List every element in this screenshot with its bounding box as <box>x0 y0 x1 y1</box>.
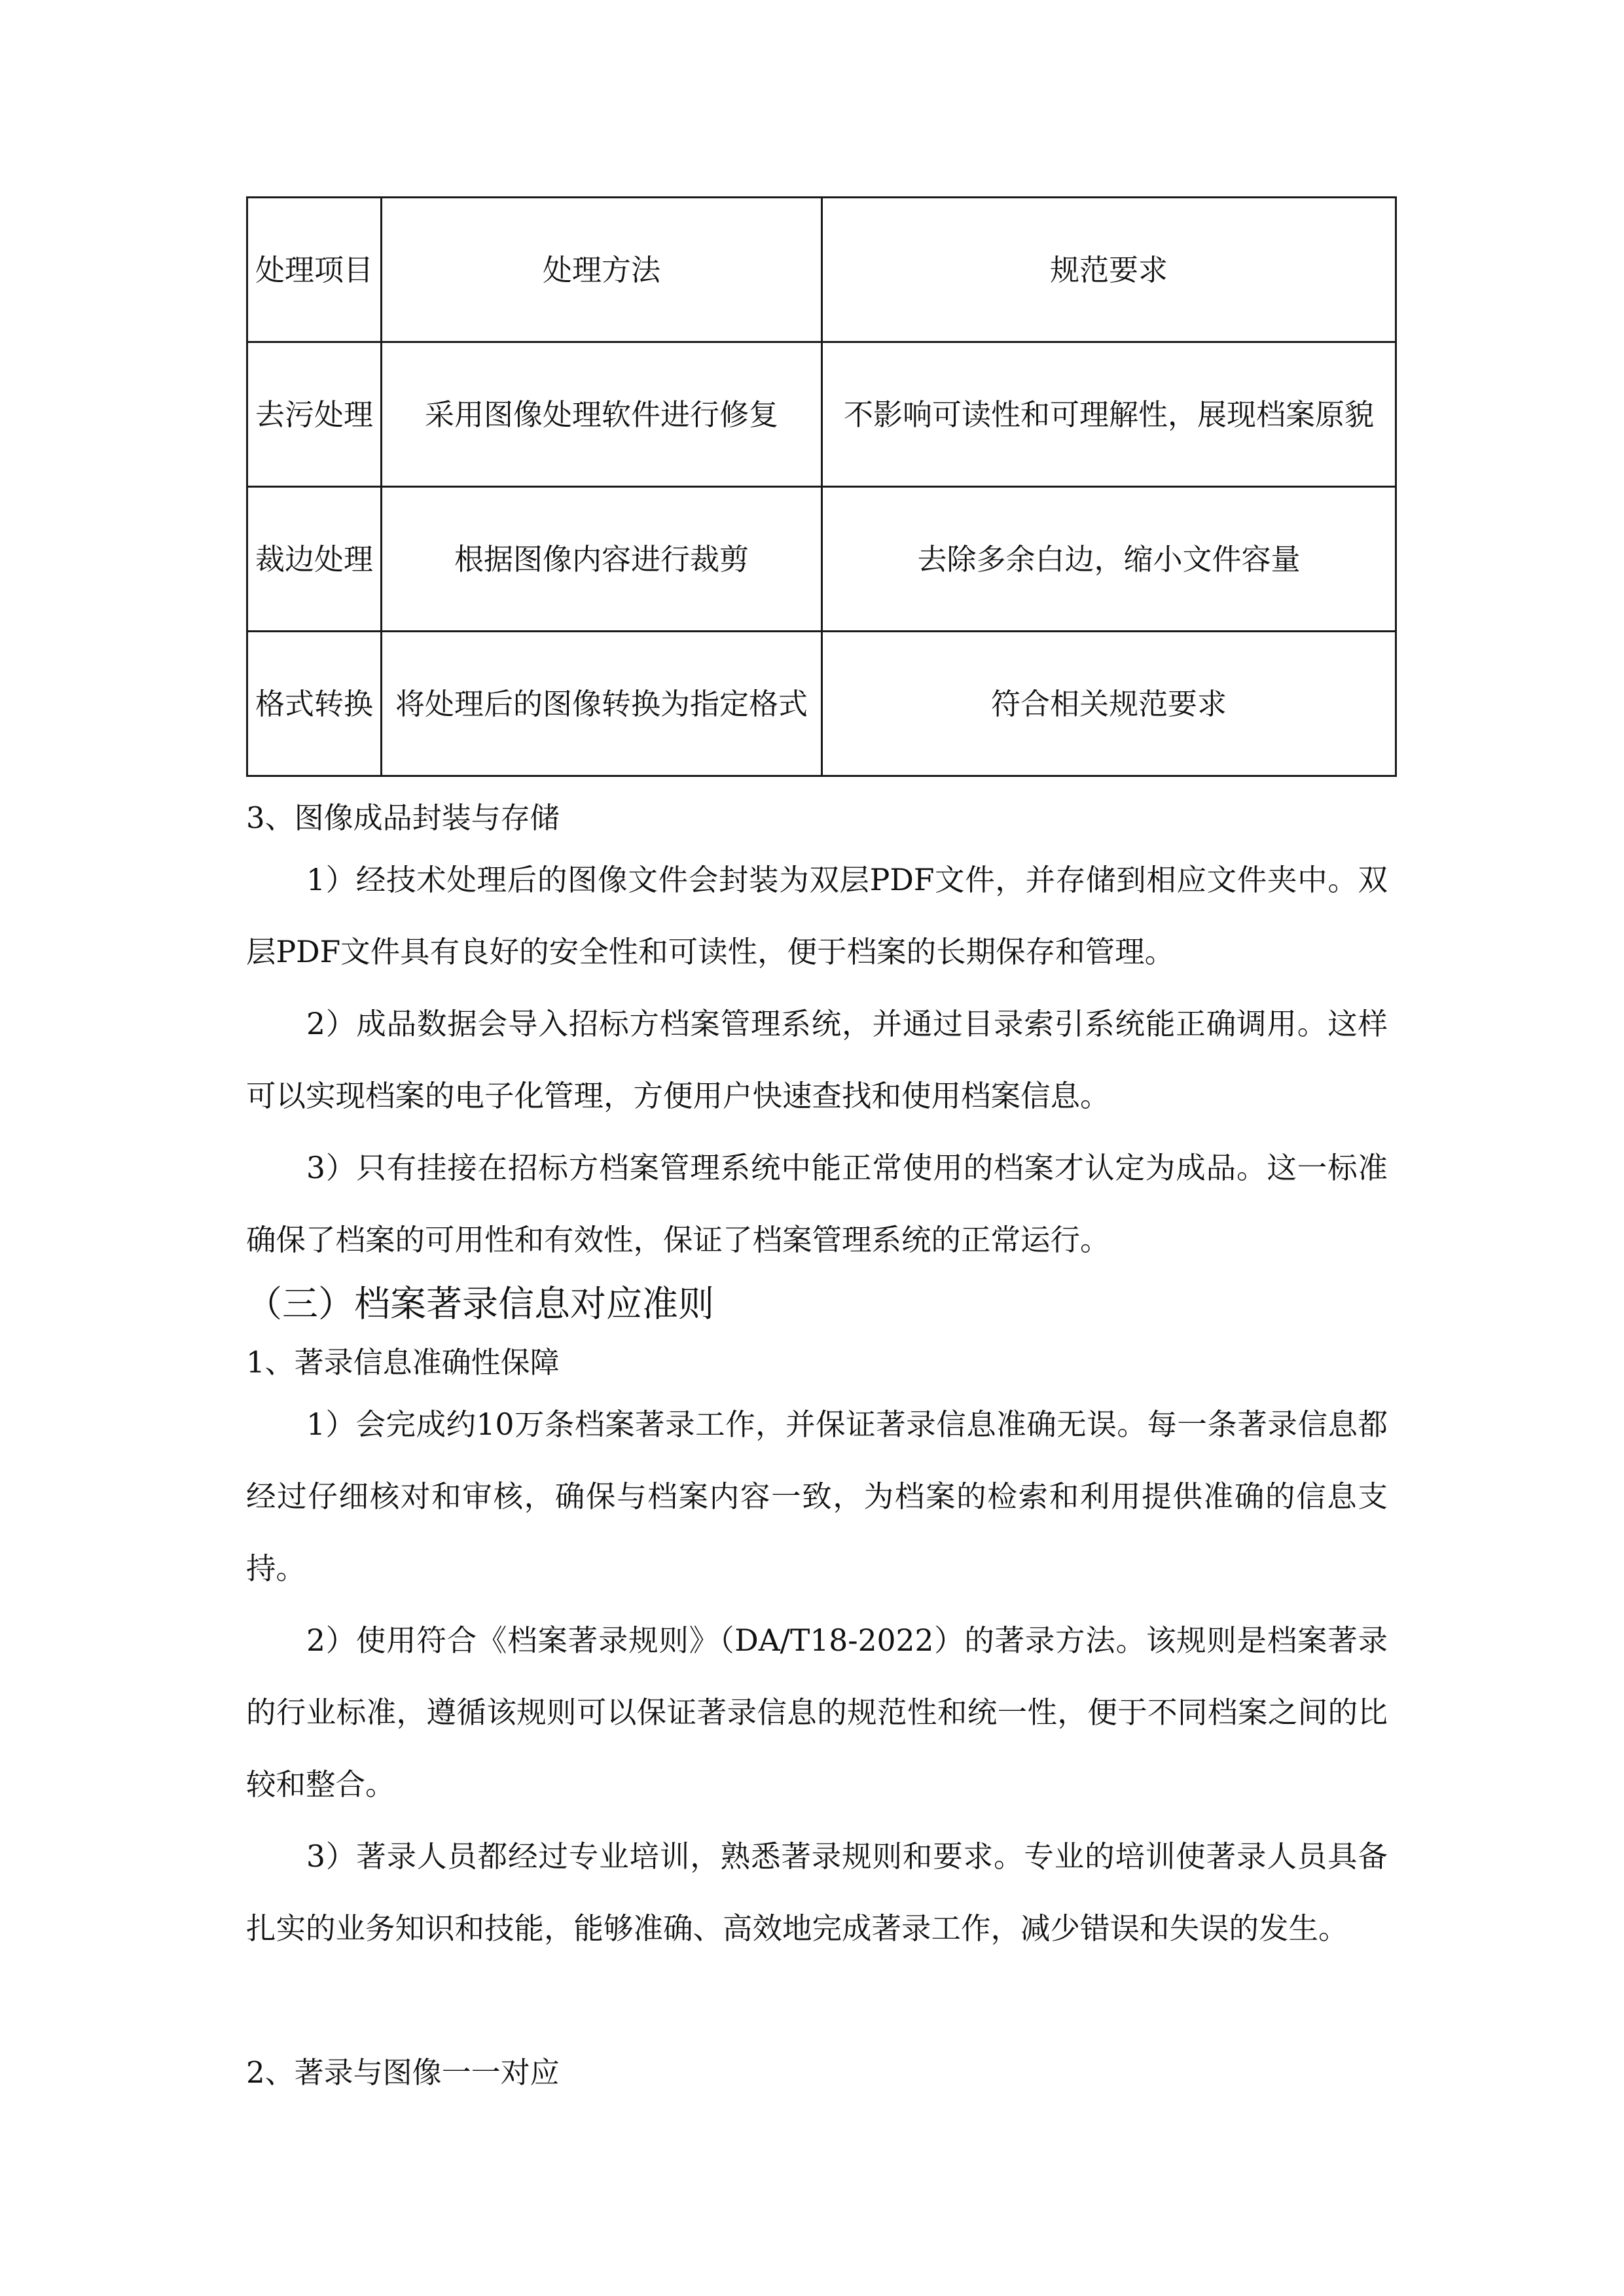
cell-item: 去污处理 <box>247 342 382 487</box>
header-cell-requirement: 规范要求 <box>822 198 1396 342</box>
cell-requirement: 去除多余白边，缩小文件容量 <box>822 487 1396 632</box>
cell-requirement: 不影响可读性和可理解性，展现档案原貌 <box>822 342 1396 487</box>
table-header-row <box>247 198 1396 342</box>
table-row <box>247 487 1396 632</box>
header-cell-method: 处理方法 <box>382 198 822 342</box>
paragraph: 2）使用符合《档案著录规则》（DA/T18-2022）的著录方法。该规则是档案著录的行业标准，遵循该规则可以保证著录信息的规范性和统一性，便于不同档案之间的比较和整合。 <box>246 1623 1388 1802</box>
cell-item: 裁边处理 <box>247 487 382 632</box>
cell-method: 将处理后的图像转换为指定格式 <box>382 632 822 776</box>
paragraph: 1）经技术处理后的图像文件会封装为双层PDF文件，并存储到相应文件夹中。双层PDF文件具有良好的安全性和可读性，便于档案的长期保存和管理。 <box>246 863 1388 969</box>
cell-requirement: 符合相关规范要求 <box>822 632 1396 776</box>
subsection-heading-correspondence: 2、著录与图像一一对应 <box>246 2055 560 2090</box>
processing-table <box>246 196 1397 777</box>
paragraph: 3）只有挂接在招标方档案管理系统中能正常使用的档案才认定为成品。这一标准确保了档案的可用性和有效性，保证了档案管理系统的正常运行。 <box>246 1151 1388 1257</box>
table-row <box>247 342 1396 487</box>
paragraph: 2）成品数据会导入招标方档案管理系统，并通过目录索引系统能正确调用。这样可以实现档案的电子化管理，方便用户快速查找和使用档案信息。 <box>246 1007 1388 1113</box>
section-heading-packaging: 3、图像成品封装与存储 <box>246 800 560 835</box>
chapter-title: （三）档案著录信息对应准则 <box>246 1283 715 1325</box>
cell-method: 根据图像内容进行裁剪 <box>382 487 822 632</box>
paragraph: 1）会完成约10万条档案著录工作，并保证著录信息准确无误。每一条著录信息都经过仔细核对和审核，确保与档案内容一致，为档案的检索和利用提供准确的信息支持。 <box>246 1407 1388 1586</box>
paragraph: 3）著录人员都经过专业培训，熟悉著录规则和要求。专业的培训使著录人员具备扎实的业务知识和技能，能够准确、高效地完成著录工作，减少错误和失误的发生。 <box>246 1839 1388 1946</box>
table-row <box>247 632 1396 776</box>
cell-method: 采用图像处理软件进行修复 <box>382 342 822 487</box>
header-cell-item: 处理项目 <box>247 198 382 342</box>
cell-item: 格式转换 <box>247 632 382 776</box>
subsection-heading-accuracy: 1、著录信息准确性保障 <box>246 1345 560 1380</box>
